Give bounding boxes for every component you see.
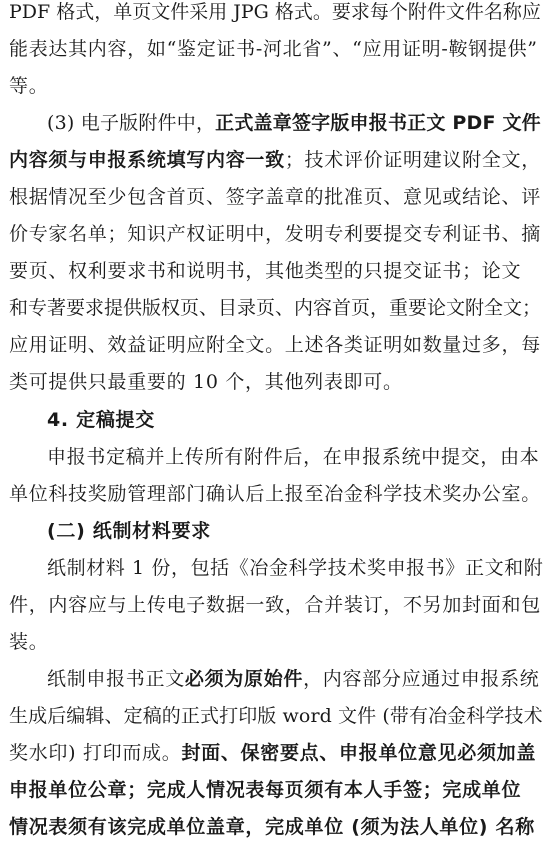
text-segment: 件，内容应与上传电子数据一致，合并装订，不另加封面和包 xyxy=(9,593,541,616)
paragraph-line xyxy=(9,447,543,467)
paragraph-line xyxy=(9,2,543,22)
paragraph-line xyxy=(9,706,543,726)
paragraph-line xyxy=(9,298,543,318)
paragraph-line xyxy=(9,817,543,837)
paragraph-line xyxy=(9,743,543,763)
paragraph-line xyxy=(9,39,543,59)
text-segment: 根据情况至少包含首页、签字盖章的批准页、意见或结论、评 xyxy=(9,186,541,209)
text-segment: 等。 xyxy=(9,75,49,98)
bold-text-segment: (二) 纸制材料要求 xyxy=(47,519,211,542)
text-segment: 生成后编辑、定稿的正式打印版 word 文件 (带有冶金科学技术 xyxy=(9,704,543,727)
paragraph-line xyxy=(9,113,543,133)
text-segment: 奖水印) 打印而成。 xyxy=(9,741,182,764)
section-heading xyxy=(9,521,543,541)
bold-text-segment: 封面、保密要点、申报单位意见必须加盖 xyxy=(181,741,537,764)
paragraph-line xyxy=(9,335,543,355)
paragraph-line xyxy=(9,150,543,170)
text-segment: ；技术评价证明建议附全文， xyxy=(284,149,541,172)
text-segment: 类可提供只最重要的 10 个，其他列表即可。 xyxy=(9,371,403,394)
text-segment: 装。 xyxy=(9,630,49,653)
bold-text-segment: 情况表须有该完成单位盖章，完成单位 (须为法人单位) 名称 xyxy=(9,816,535,839)
text-segment: (3) 电子版附件中， xyxy=(47,112,216,135)
paragraph-line xyxy=(9,224,543,244)
bold-text-segment: 正式盖章签字版申报书正文 PDF 文件 xyxy=(215,112,541,135)
paragraph-line xyxy=(9,76,543,96)
paragraph-line xyxy=(9,595,543,615)
paragraph-line xyxy=(9,780,543,800)
paragraph-line xyxy=(9,558,543,578)
text-segment: ，内容部分应通过申报系统 xyxy=(303,667,540,690)
text-segment: 能表达其内容，如“鉴定证书-河北省”、“应用证明-鞍钢提供” xyxy=(9,38,538,61)
text-segment: 单位科技奖励管理部门确认后上报至冶金科学技术奖办公室。 xyxy=(9,482,541,505)
paragraph-line xyxy=(9,632,543,652)
text-segment: 和专著要求提供版权页、目录页、内容首页，重要论文附全文； xyxy=(9,297,542,320)
text-segment: 纸制材料 1 份，包括《冶金科学技术奖申报书》正文和附 xyxy=(47,556,544,579)
text-segment: 价专家名单；知识产权证明中，发明专利要提交专利证书、摘 xyxy=(9,223,541,246)
paragraph-line xyxy=(9,187,543,207)
paragraph-line xyxy=(9,372,543,392)
bold-text-segment: 内容须与申报系统填写内容一致 xyxy=(9,149,285,172)
text-segment: 应用证明、效益证明应附全文。上述各类证明如数量过多，每 xyxy=(9,334,541,357)
paragraph-line xyxy=(9,261,543,281)
text-segment: 要页、权利要求书和说明书，其他类型的只提交证书；论文 xyxy=(9,260,522,283)
section-heading xyxy=(9,410,543,430)
text-segment: 申报书定稿并上传所有附件后，在申报系统中提交，由本 xyxy=(47,445,540,468)
text-segment: PDF 格式，单页文件采用 JPG 格式。要求每个附件文件名称应 xyxy=(9,1,541,23)
paragraph-line xyxy=(9,484,543,504)
paragraph-line xyxy=(9,669,543,689)
text-segment: 纸制申报书正文 xyxy=(47,667,185,690)
bold-text-segment: 4. 定稿提交 xyxy=(47,408,155,431)
bold-text-segment: 必须为原始件 xyxy=(184,667,304,690)
bold-text-segment: 申报单位公章；完成人情况表每页须有本人手签；完成单位 xyxy=(9,778,522,801)
